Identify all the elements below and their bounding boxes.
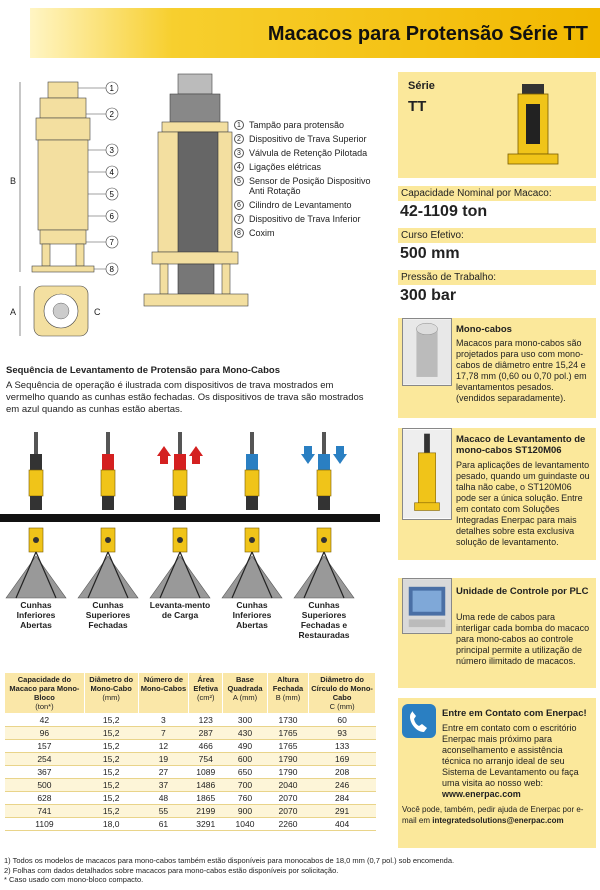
- table-cell: 15,2: [84, 766, 138, 779]
- callout-item: [234, 200, 374, 210]
- table-cell: 93: [309, 727, 376, 740]
- strand-top: [250, 432, 254, 454]
- marker-2: 2: [109, 110, 114, 119]
- table-header: [5, 673, 85, 714]
- table-header-unit: A (mm): [232, 693, 258, 702]
- table-cell: 741: [5, 805, 85, 818]
- contact-email-link[interactable]: integratedsolutions@enerpac.com: [432, 816, 564, 825]
- callout-text: Coxim: [249, 228, 275, 238]
- marker-6: 6: [109, 212, 114, 221]
- serie-value: TT: [408, 98, 427, 115]
- sequence-title: Sequência de Levantamento de Protensão para Mono-Cabos: [6, 365, 280, 376]
- contact-box: [398, 698, 596, 848]
- sequence-description: A Sequência de operação é ilustrada com dispositivos de trava mostrados em vermelho quando as cunhas estão fechadas. Os dispositivos de trava são mostrados em azul quando as cunhas estão abertas.: [6, 380, 364, 415]
- footnote: * Caso usado com mono-bloco compacto.: [4, 875, 144, 884]
- table-cell: 2070: [267, 805, 308, 818]
- table-cell: 628: [5, 792, 85, 805]
- footnotes: [4, 856, 594, 885]
- info-plc: [398, 578, 596, 688]
- table-cell: 1790: [267, 753, 308, 766]
- table-cell: 61: [138, 818, 189, 831]
- table-cell: 490: [223, 740, 268, 753]
- strand-top: [322, 432, 326, 454]
- table-cell: 15,2: [84, 779, 138, 792]
- table-cell: 15,2: [84, 753, 138, 766]
- spec-pressure-label: Pressão de Trabalho:: [398, 270, 596, 285]
- table-cell: 291: [309, 805, 376, 818]
- table-row: [5, 740, 376, 753]
- page-title: Macacos para Protensão Série TT: [267, 23, 588, 45]
- table-header-unit: (ton*): [35, 702, 54, 711]
- st120m06-text: Para aplicações de levantamento pesado, quando um guindaste ou talha não cabe, o ST120M06 pode ser a única solução. Entre em contato com Soluções Integradas Enerpac para mais detalhes sobre esta exclusiva solução de levantamento.: [456, 460, 590, 547]
- upper-wedge: [318, 454, 330, 470]
- spec-stroke: [398, 228, 596, 263]
- table-header-label: Número de Mono-Cabos: [140, 675, 187, 693]
- table-cell: 7: [138, 727, 189, 740]
- callout-item: [234, 214, 374, 224]
- spec-pressure: [398, 270, 596, 305]
- callout-number: 3: [234, 148, 244, 158]
- footnote: 2) Folhas com dados detalhados sobre macacos para mono-cabos estão disponíveis por solicitação.: [4, 865, 339, 875]
- table-cell: 500: [5, 779, 85, 792]
- dim-a-label: A: [10, 307, 17, 317]
- table-cell: 1865: [189, 792, 223, 805]
- spec-capacity: [398, 186, 596, 221]
- marker-7: 7: [109, 238, 114, 247]
- callout-item: [234, 228, 374, 238]
- callout-item: [234, 134, 374, 144]
- callout-text: Dispositivo de Trava Inferior: [249, 214, 361, 224]
- spec-stroke-label: Curso Efetivo:: [398, 228, 596, 243]
- table-header-unit: C (mm): [329, 702, 355, 711]
- table-cell: 1486: [189, 779, 223, 792]
- sequence-step-label: Cunhas Inferiores Abertas: [16, 600, 56, 630]
- upper-wedge: [30, 454, 42, 470]
- table-cell: 760: [223, 792, 268, 805]
- table-cell: 1730: [267, 714, 308, 727]
- jack-body: [101, 470, 115, 496]
- table-row: [5, 818, 376, 831]
- table-row: [5, 792, 376, 805]
- strand-image: [402, 318, 452, 386]
- table-cell: 15,2: [84, 805, 138, 818]
- info-st120m06: [398, 428, 596, 560]
- plan-view: [34, 286, 88, 336]
- table-cell: 2199: [189, 805, 223, 818]
- table-header-unit: (cm²): [196, 693, 215, 702]
- table-cell: 1790: [267, 766, 308, 779]
- upper-wedge: [246, 454, 258, 470]
- table-header-label: Área Efetiva: [193, 675, 219, 693]
- anchor-pin: [249, 537, 255, 543]
- table-header-label: Capacidade do Macaco para Mono-Bloco: [9, 675, 80, 702]
- table-header: [223, 673, 268, 714]
- callout-number: 8: [234, 228, 244, 238]
- jack-body: [173, 470, 187, 496]
- dim-c-label: C: [94, 307, 101, 317]
- monocabos-title: Mono-cabos: [456, 324, 512, 335]
- beam: [0, 514, 380, 522]
- sequence-step-label: Cunhas Inferiores Abertas: [232, 600, 272, 630]
- jack-body: [29, 470, 43, 496]
- marker-4: 4: [109, 168, 114, 177]
- table-cell: 2260: [267, 818, 308, 831]
- contact-text: Entre em contato com o escritório Enerpac mais próximo para aconselhamento e assistência técnica no arranjo ideal de seu Sistema de Levantamento ou faça uma visita ao nosso web:: [442, 723, 579, 788]
- table-cell: 600: [223, 753, 268, 766]
- table-cell: 1089: [189, 766, 223, 779]
- load-cone: [6, 556, 66, 598]
- callout-text: Válvula de Retenção Pilotada: [249, 148, 368, 158]
- st120m06-title: Macaco de Levantamento de mono-cabos ST120M06: [456, 434, 586, 456]
- table-cell: 169: [309, 753, 376, 766]
- lower-wedge: [318, 496, 330, 510]
- strand-top: [106, 432, 110, 454]
- callout-text: Tampão para protensão: [249, 120, 345, 130]
- table-cell: 367: [5, 766, 85, 779]
- table-header-unit: (mm): [102, 693, 120, 702]
- table-cell: 1765: [267, 740, 308, 753]
- table-cell: 37: [138, 779, 189, 792]
- table-cell: 15,2: [84, 792, 138, 805]
- callout-text: Ligações elétricas: [249, 162, 322, 172]
- table-row: [5, 805, 376, 818]
- anchor-pin: [33, 537, 39, 543]
- table-cell: 48: [138, 792, 189, 805]
- anchor-pin: [177, 537, 183, 543]
- spec-capacity-value: 42-1109 ton: [400, 203, 488, 220]
- serie-box: [398, 72, 596, 178]
- sequence-labels: [0, 600, 380, 640]
- lower-wedge: [102, 496, 114, 510]
- table-cell: 60: [309, 714, 376, 727]
- table-cell: 1765: [267, 727, 308, 740]
- table-header: [138, 673, 189, 714]
- dim-b-label: B: [10, 176, 17, 186]
- table-cell: 123: [189, 714, 223, 727]
- info-monocabos: [398, 318, 596, 418]
- table-cell: 15,2: [84, 714, 138, 727]
- callout-text: Dispositivo de Trava Superior: [249, 134, 367, 144]
- table-cell: 300: [223, 714, 268, 727]
- contact-web-link[interactable]: www.enerpac.com: [442, 789, 521, 799]
- spec-capacity-label: Capacidade Nominal por Macaco:: [398, 186, 596, 201]
- monocabos-text: Macacos para mono-cabos são projetados para uso com mono-cabos de diâmetro entre 15,24 e 17,78 mm (0,60 ou 0,70 pol.) em levantamentos pesados. (vendidos separadamente).: [456, 338, 587, 403]
- spec-table: [4, 672, 376, 831]
- table-cell: 3291: [189, 818, 223, 831]
- marker-5: 5: [109, 190, 114, 199]
- lower-wedge: [246, 496, 258, 510]
- table-cell: 700: [223, 779, 268, 792]
- table-cell: 208: [309, 766, 376, 779]
- callout-item: [234, 148, 374, 158]
- marker-8: 8: [109, 265, 114, 274]
- table-cell: 157: [5, 740, 85, 753]
- table-cell: 12: [138, 740, 189, 753]
- table-cell: 3: [138, 714, 189, 727]
- page-header: [0, 0, 600, 70]
- upper-wedge: [102, 454, 114, 470]
- strand-top: [34, 432, 38, 454]
- arrow-down-icon: [301, 446, 315, 464]
- table-cell: 42: [5, 714, 85, 727]
- table-cell: 254: [5, 753, 85, 766]
- jack-cutaway: [144, 74, 248, 306]
- contact-help: [402, 804, 592, 826]
- marker-1: 1: [109, 84, 114, 93]
- table-header-label: Diâmetro do Círculo do Mono-Cabo: [311, 675, 373, 702]
- table-cell: 133: [309, 740, 376, 753]
- contact-title: Entre em Contato com Enerpac!: [442, 708, 587, 719]
- front-elevation: [32, 82, 94, 272]
- table-header: [84, 673, 138, 714]
- table-cell: 55: [138, 805, 189, 818]
- sequence-step-label: Cunhas Superiores Fechadas: [85, 600, 131, 630]
- callout-text: Sensor de Posição Dispositivo Anti Rotação: [249, 176, 371, 196]
- callout-item: [234, 120, 374, 130]
- arrow-down-icon: [333, 446, 347, 464]
- table-row: [5, 727, 376, 740]
- lower-wedge: [174, 496, 186, 510]
- table-cell: 246: [309, 779, 376, 792]
- contact-help-text: Você pode, também, pedir ajuda de Enerpac por e-mail em: [402, 805, 584, 825]
- callout-number: 7: [234, 214, 244, 224]
- plc-text: Uma rede de cabos para interligar cada bomba do macaco para mono-cabos ao controle principal permite a utilização de número ilimitado de macacos.: [456, 612, 590, 666]
- plc-title: Unidade de Controle por PLC: [456, 586, 589, 597]
- table-cell: 2070: [267, 792, 308, 805]
- table-cell: 19: [138, 753, 189, 766]
- load-cone: [150, 556, 210, 598]
- table-cell: 650: [223, 766, 268, 779]
- table-cell: 27: [138, 766, 189, 779]
- table-cell: 15,2: [84, 740, 138, 753]
- load-cone: [222, 556, 282, 598]
- serie-label: Série: [408, 80, 435, 92]
- footnote: 1) Todos os modelos de macacos para mono-cabos também estão disponíveis para monocabos de 18,0 mm (0,7 pol.) sob encomenda.: [4, 856, 455, 865]
- table-cell: 1109: [5, 818, 85, 831]
- callout-number: 5: [234, 176, 244, 186]
- jack-product-image: [488, 80, 578, 172]
- table-row: [5, 753, 376, 766]
- anchor-pin: [321, 537, 327, 543]
- load-cone: [78, 556, 138, 598]
- sequence-step-label: Cunhas Superiores Fechadas e Restauradas: [298, 600, 350, 640]
- callout-list: [234, 120, 374, 242]
- table-row: [5, 714, 376, 727]
- arrow-up-icon: [157, 446, 171, 464]
- table-cell: 754: [189, 753, 223, 766]
- callout-number: 1: [234, 120, 244, 130]
- callout-number: 2: [234, 134, 244, 144]
- anchor-pin: [105, 537, 111, 543]
- load-cone: [294, 556, 354, 598]
- table-cell: 430: [223, 727, 268, 740]
- callout-item: [234, 176, 374, 196]
- table-cell: 287: [189, 727, 223, 740]
- spec-stroke-value: 500 mm: [400, 245, 460, 262]
- table-cell: 18,0: [84, 818, 138, 831]
- table-cell: 1040: [223, 818, 268, 831]
- jack-body: [245, 470, 259, 496]
- table-cell: 15,2: [84, 727, 138, 740]
- table-cell: 284: [309, 792, 376, 805]
- table-header-unit: B (mm): [275, 693, 301, 702]
- upper-wedge: [174, 454, 186, 470]
- table-header: [189, 673, 223, 714]
- callout-number: 6: [234, 200, 244, 210]
- spec-pressure-value: 300 bar: [400, 287, 457, 304]
- callout-item: [234, 162, 374, 172]
- table-cell: 900: [223, 805, 268, 818]
- table-header-label: Diâmetro do Mono-Cabo: [89, 675, 134, 693]
- callout-number: 4: [234, 162, 244, 172]
- table-cell: 466: [189, 740, 223, 753]
- jack-body: [317, 470, 331, 496]
- table-row: [5, 779, 376, 792]
- table-header: [309, 673, 376, 714]
- lower-wedge: [30, 496, 42, 510]
- callout-text: Cilindro de Levantamento: [249, 200, 352, 210]
- arrow-up-icon: [189, 446, 203, 464]
- table-cell: 404: [309, 818, 376, 831]
- table-header-label: Altura Fechada: [272, 675, 304, 693]
- table-header-label: Base Quadrada: [227, 675, 263, 693]
- contact-body: [402, 723, 592, 826]
- table-row: [5, 766, 376, 779]
- sequence-step-label: Levanta-mento de Carga: [149, 600, 211, 620]
- table-header: [267, 673, 308, 714]
- strand-top: [178, 432, 182, 454]
- table-cell: 2040: [267, 779, 308, 792]
- table-cell: 96: [5, 727, 85, 740]
- marker-3: 3: [109, 146, 114, 155]
